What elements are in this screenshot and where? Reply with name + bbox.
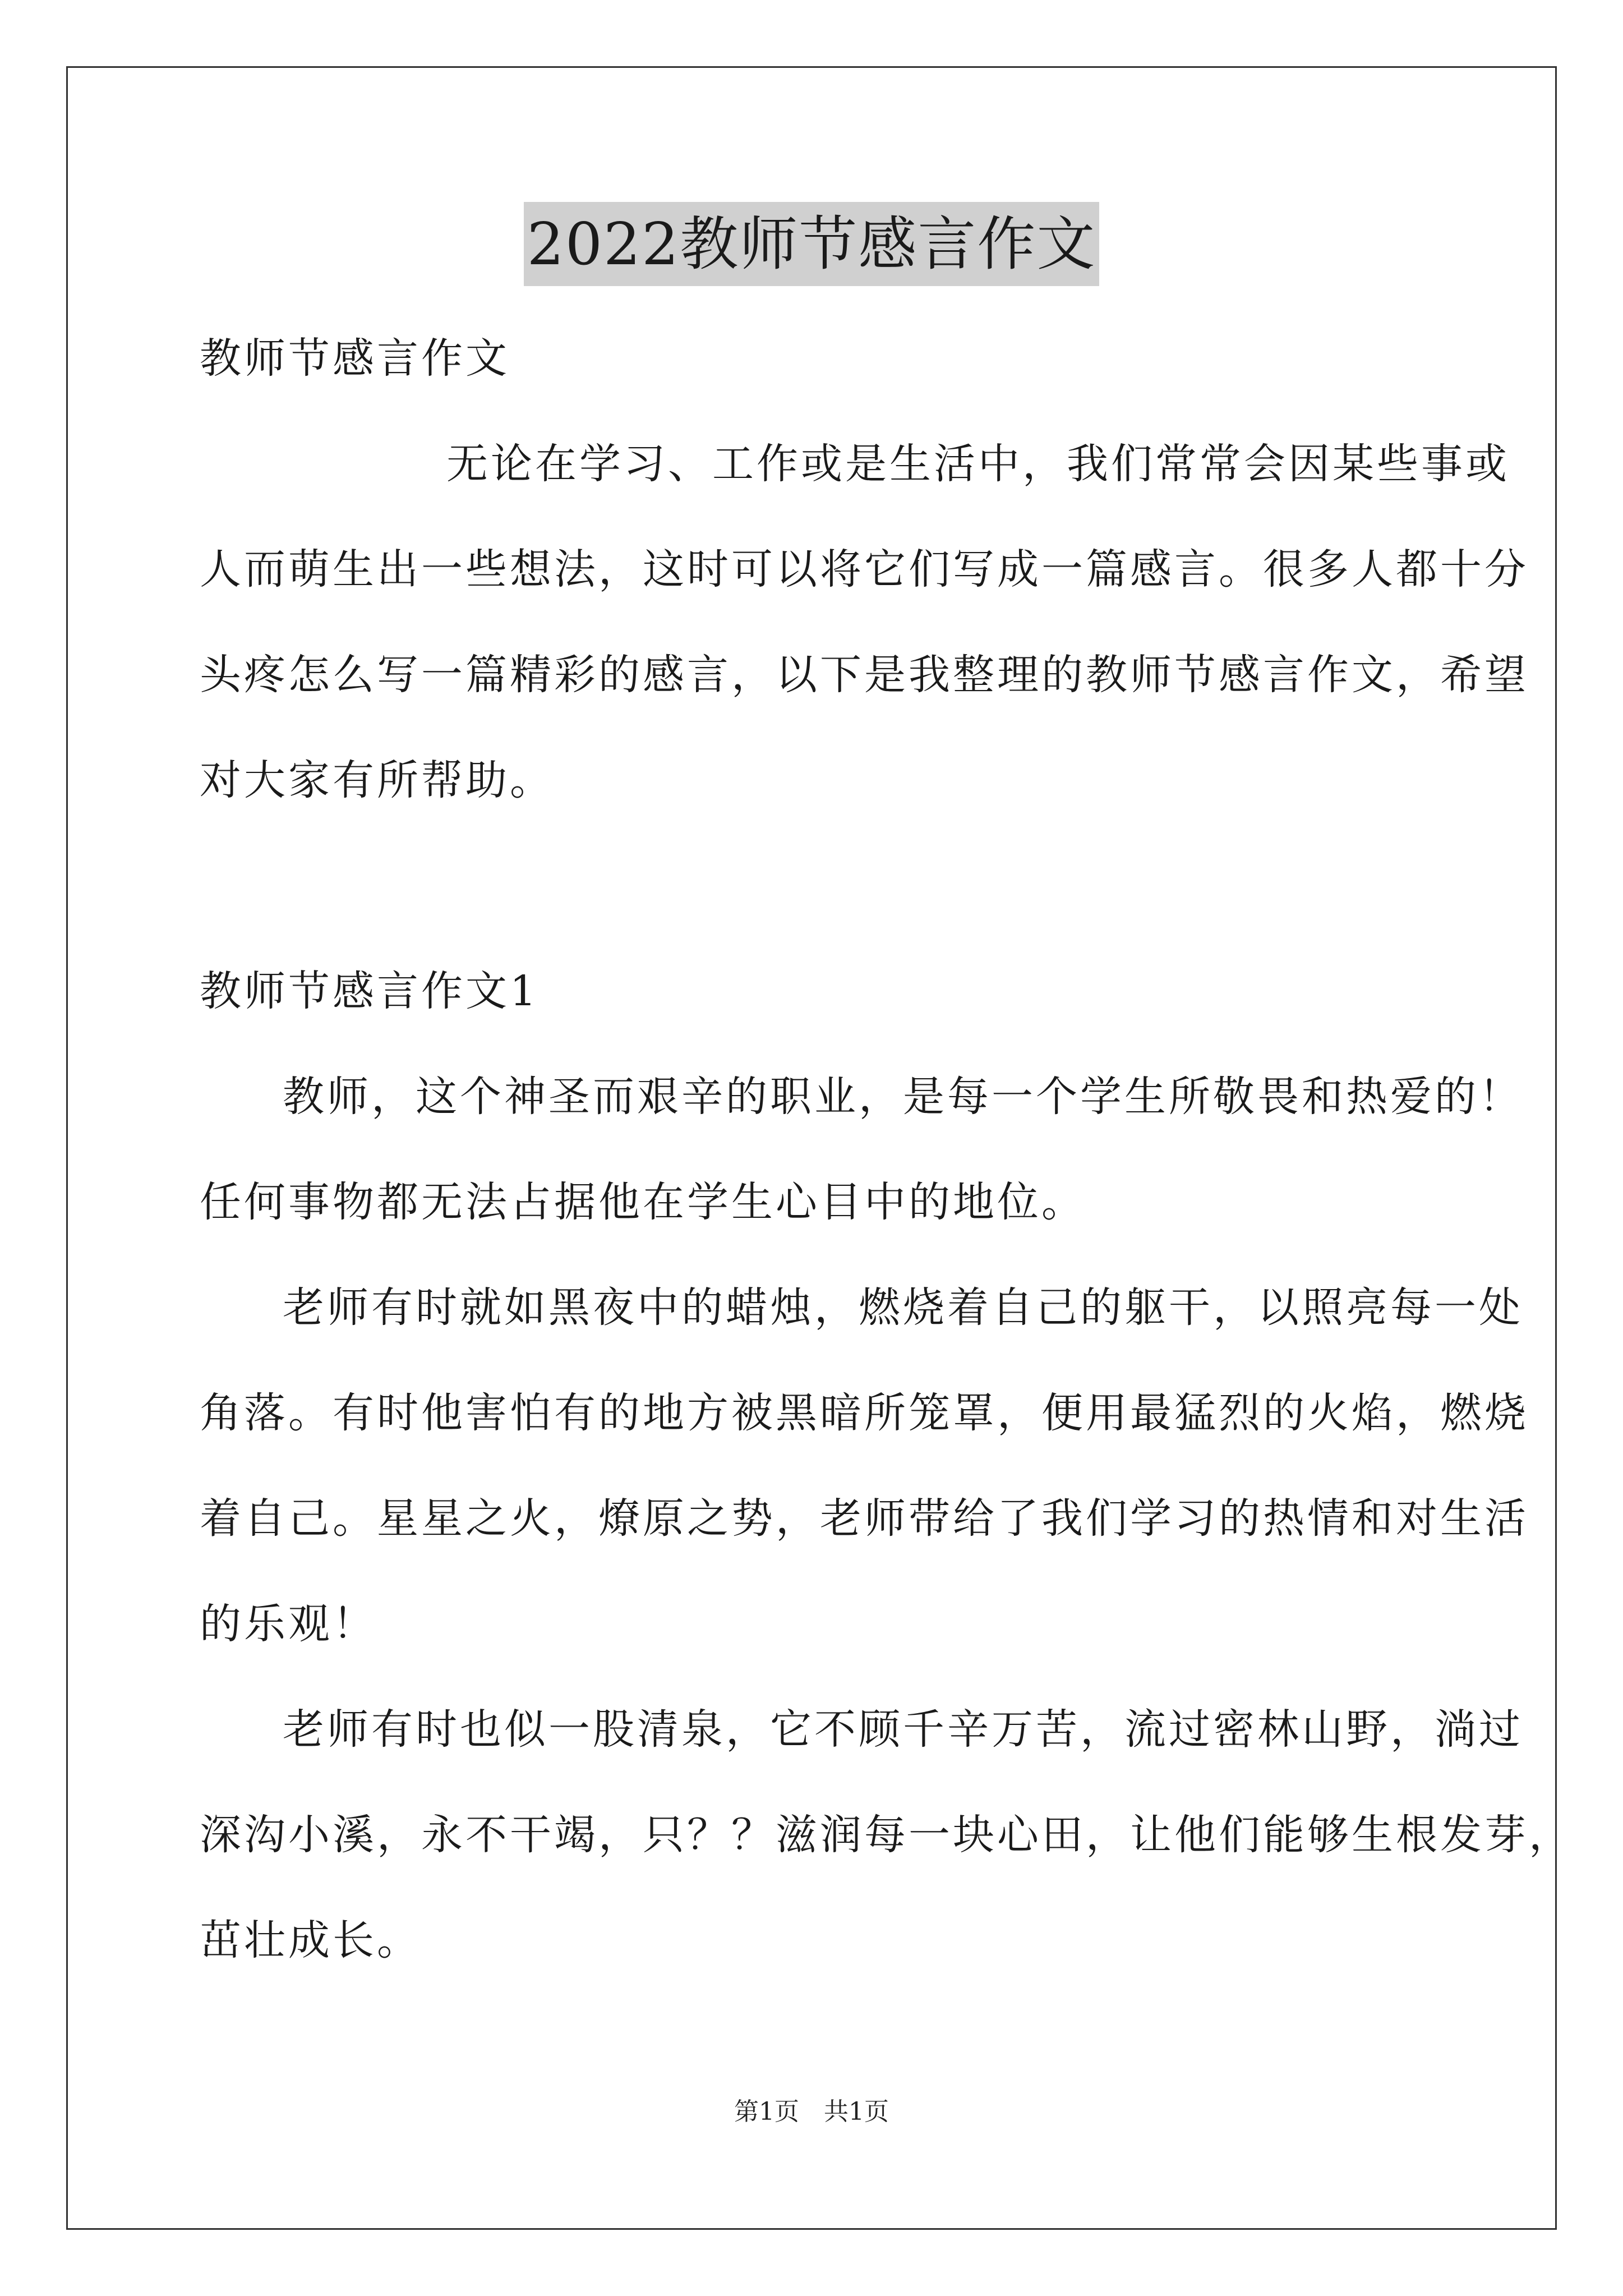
intro-line: 无论在学习、工作或是生活中，我们常常会因某些事或: [446, 440, 1510, 488]
intro-line: 头疼怎么写一篇精彩的感言，以下是我整理的教师节感言作文，希望: [200, 651, 1529, 699]
intro-line: 对大家有所帮助。: [200, 756, 554, 804]
spacer: [200, 833, 1433, 938]
paragraph-line: 任何事物都无法占据他在学生心目中的地位。: [200, 1178, 1086, 1226]
paragraph-line: 老师有时就如黑夜中的蜡烛，燃烧着自己的躯干，以照亮每一处: [283, 1283, 1523, 1332]
paragraph-line: 着自己。星星之火，燎原之势，老师带给了我们学习的热情和对生活: [200, 1494, 1529, 1543]
subtitle: 教师节感言作文: [200, 334, 510, 383]
section-heading: 教师节感言作文1: [200, 967, 540, 1015]
title-container: [0, 202, 1623, 286]
intro-line: 人而萌生出一些想法，这时可以将它们写成一篇感言。很多人都十分: [200, 545, 1529, 593]
paragraph-line: 老师有时也似一股清泉，它不顾千辛万苦，流过密林山野，淌过: [283, 1705, 1523, 1754]
paragraph-line: 茁壮成长。: [200, 1916, 421, 1964]
paragraph-line: 的乐观！: [200, 1600, 377, 1648]
paragraph-line: 深沟小溪，永不干竭，只？？滋润每一块心田，让他们能够生根发芽，: [200, 1811, 1573, 1859]
document-title: 2022教师节感言作文: [524, 202, 1100, 286]
page-footer: 第1页 共1页: [734, 2097, 889, 2126]
paragraph-line: 教师，这个神圣而艰辛的职业，是每一个学生所敬畏和热爱的！: [283, 1073, 1523, 1121]
paragraph-line: 角落。有时他害怕有的地方被黑暗所笼罩，便用最猛烈的火焰，燃烧: [200, 1389, 1529, 1437]
document-body: [200, 306, 1573, 1993]
